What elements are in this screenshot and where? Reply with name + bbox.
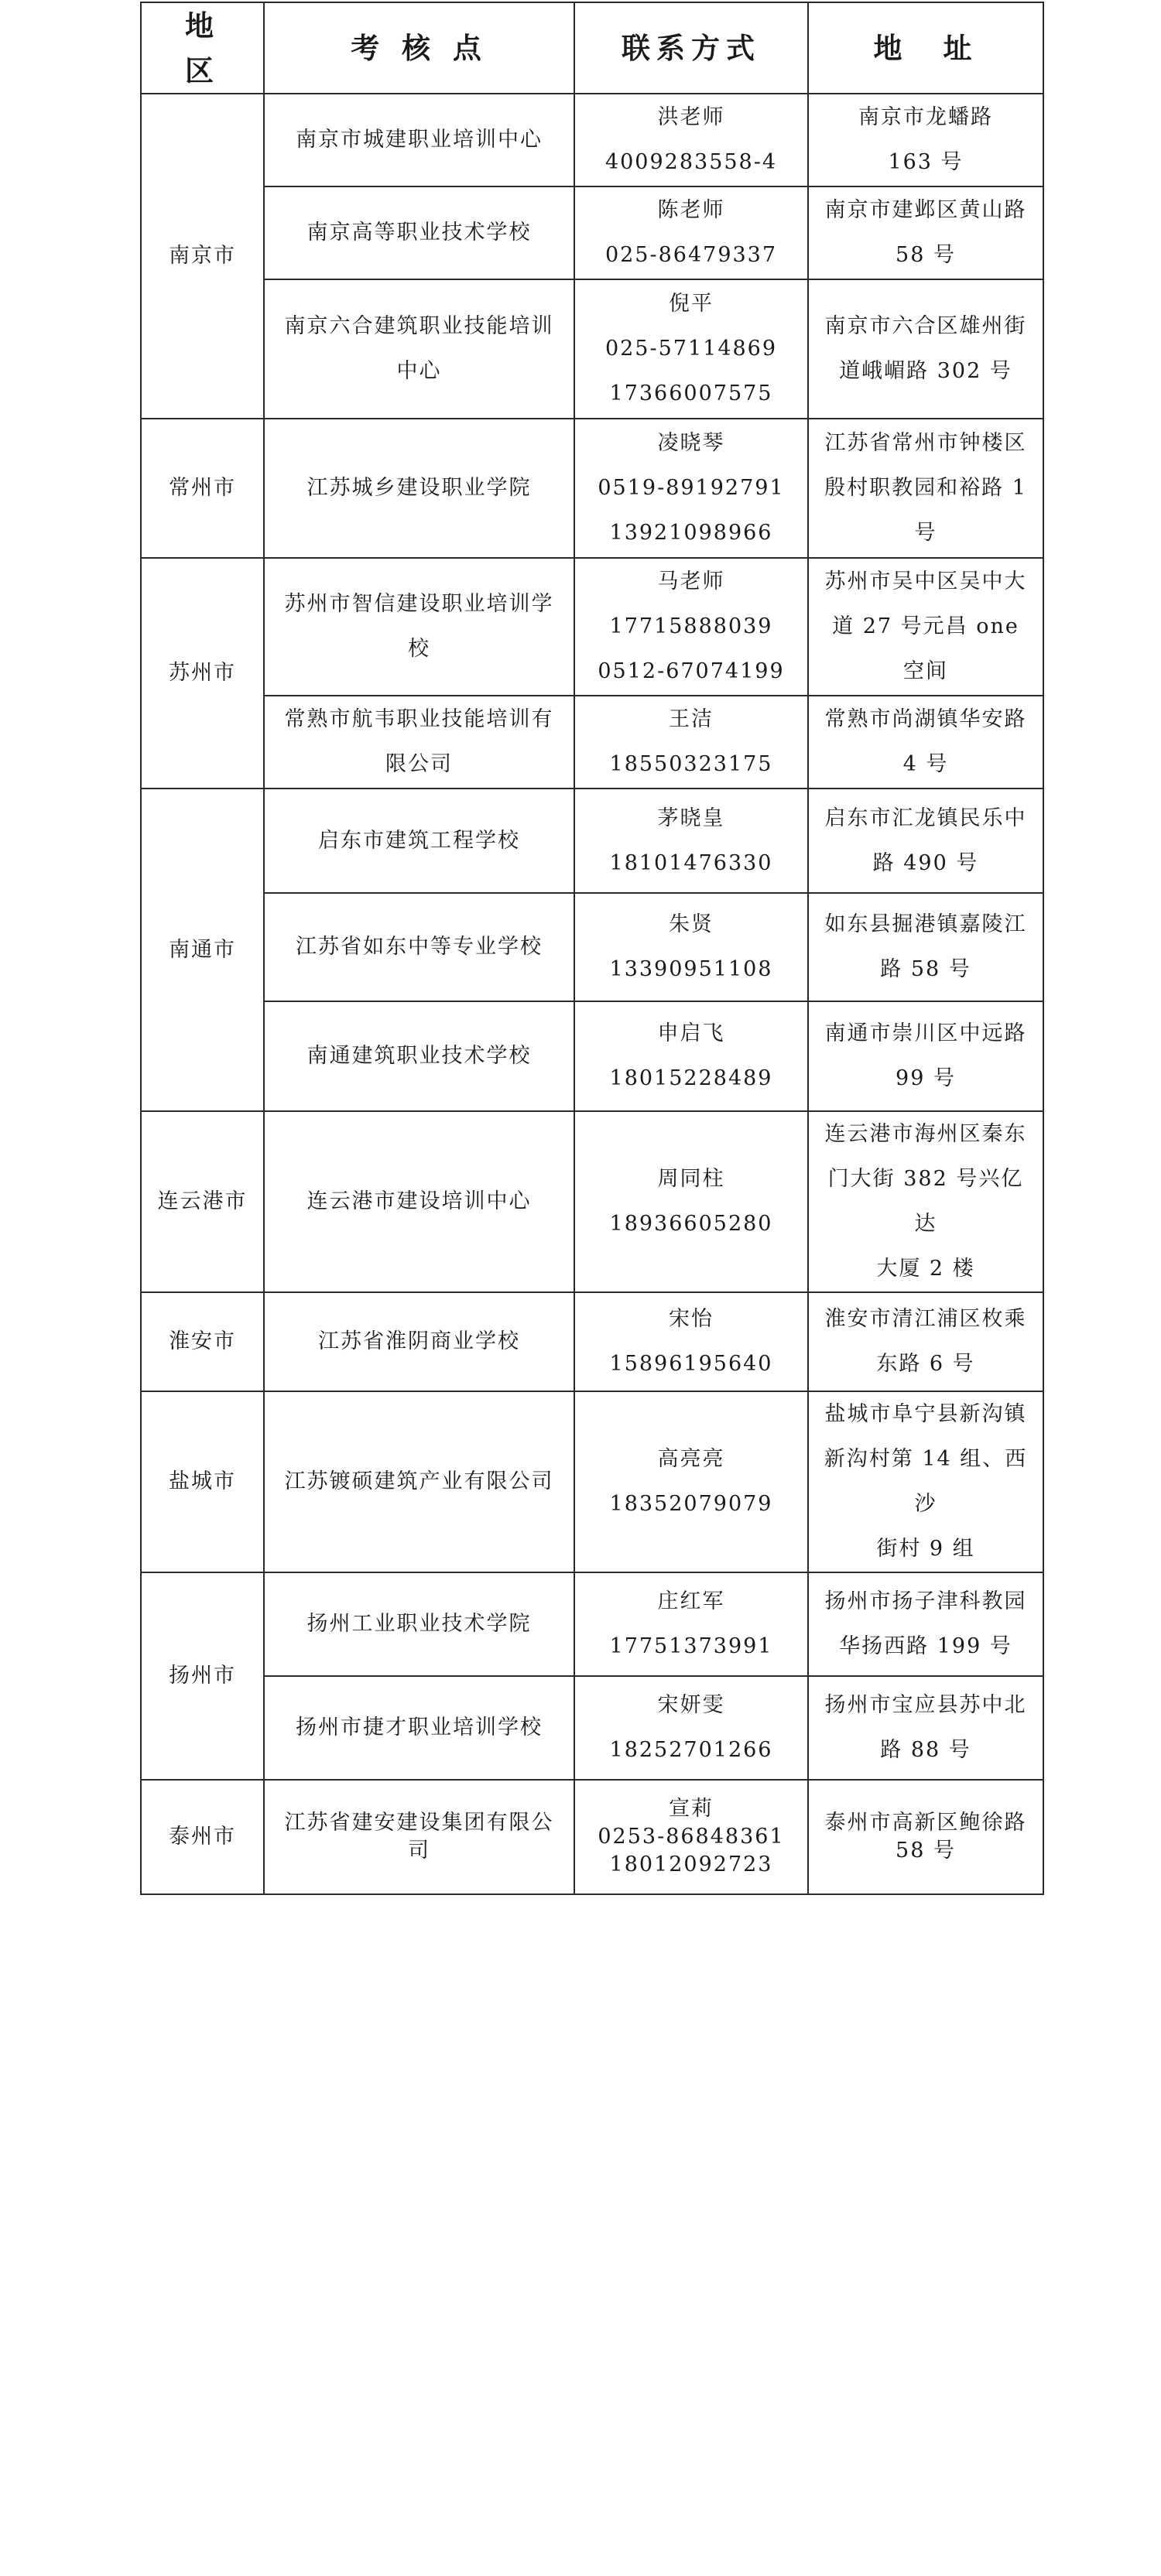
address-line: 路 490 号: [872, 850, 979, 875]
contact-name: 申启飞: [657, 1021, 725, 1045]
site-cell: 江苏城乡建设职业学院: [264, 419, 574, 558]
site-line: 江苏省建安建设集团有限公: [284, 1811, 554, 1835]
address-cell: [808, 893, 1043, 1001]
address-line: 大厦 2 楼: [876, 1257, 975, 1281]
contact-name: 王洁: [669, 707, 714, 731]
address-line: 南通市崇川区中远路: [824, 1021, 1027, 1045]
contact-name: 陈老师: [657, 198, 725, 222]
header-address: 地 址: [808, 2, 1043, 94]
site-cell: [264, 279, 574, 419]
contact-name: 倪平: [669, 292, 714, 316]
table-row: [141, 789, 1043, 893]
table-row: [141, 1780, 1043, 1894]
address-line: 淮安市清江浦区枚乘: [824, 1307, 1027, 1331]
contact-phone: 15896195640: [609, 1352, 773, 1376]
table-row: [141, 94, 1043, 186]
site-cell: 南京高等职业技术学校: [264, 186, 574, 279]
contact-phone: 13921098966: [609, 521, 773, 545]
address-cell: [808, 1780, 1043, 1894]
exam-site-table: [140, 2, 1044, 1895]
address-line: 扬州市扬子津科教园: [824, 1589, 1027, 1613]
address-line: 泰州市高新区鲍徐路: [824, 1811, 1027, 1835]
contact-cell: [574, 419, 808, 558]
contact-cell: [574, 893, 808, 1001]
header-contact: 联系方式: [574, 2, 808, 94]
contact-phone: 18936605280: [609, 1212, 773, 1236]
address-cell: [808, 279, 1043, 419]
address-line: 163 号: [888, 150, 964, 174]
contact-name: 茅晓皇: [657, 806, 725, 830]
region-cell: 扬州市: [141, 1572, 264, 1780]
contact-phone: 0519-89192791: [598, 476, 785, 500]
site-cell: [264, 696, 574, 789]
contact-phone: 18252701266: [609, 1738, 773, 1762]
table-row: [141, 558, 1043, 696]
address-line: 南京市龙蟠路: [858, 105, 993, 129]
site-cell: [264, 558, 574, 696]
contact-name: 凌晓琴: [657, 431, 725, 455]
site-cell: [264, 1780, 574, 1894]
contact-phone: 18012092723: [609, 1852, 773, 1876]
contact-phone: 18015228489: [609, 1066, 773, 1090]
contact-name: 宣莉: [669, 1797, 714, 1821]
address-line: 门大街 382 号兴亿达: [827, 1167, 1024, 1236]
header-site: 考 核 点: [264, 2, 574, 94]
table-row: [141, 1391, 1043, 1572]
contact-phone: 17366007575: [609, 381, 773, 405]
address-line: 号: [914, 521, 937, 545]
table-row: [141, 186, 1043, 279]
contact-name: 庄红军: [657, 1589, 725, 1613]
table-row: [141, 696, 1043, 789]
table-row: [141, 1111, 1043, 1292]
region-cell: 连云港市: [141, 1111, 264, 1292]
address-line: 扬州市宝应县苏中北: [824, 1693, 1027, 1717]
region-cell: 盐城市: [141, 1391, 264, 1572]
table-row: [141, 1001, 1043, 1111]
table-row: [141, 1292, 1043, 1391]
address-line: 路 58 号: [880, 957, 971, 981]
contact-cell: [574, 94, 808, 186]
address-line: 连云港市海州区秦东: [824, 1122, 1027, 1146]
region-cell: 淮安市: [141, 1292, 264, 1391]
contact-cell: [574, 1292, 808, 1391]
contact-cell: [574, 696, 808, 789]
contact-name: 洪老师: [657, 105, 725, 129]
table-row: [141, 419, 1043, 558]
site-line: 中心: [396, 359, 442, 383]
contact-cell: [574, 1676, 808, 1780]
site-line: 校: [408, 637, 430, 661]
address-line: 58 号: [896, 1839, 956, 1863]
contact-phone: 18101476330: [609, 850, 773, 875]
contact-cell: [574, 1391, 808, 1572]
contact-name: 高亮亮: [657, 1447, 725, 1471]
region-cell: 南京市: [141, 94, 264, 419]
site-cell: 连云港市建设培训中心: [264, 1111, 574, 1292]
site-cell: 南通建筑职业技术学校: [264, 1001, 574, 1111]
table-row: [141, 893, 1043, 1001]
address-line: 道峨嵋路 302 号: [839, 359, 1012, 383]
address-line: 99 号: [896, 1066, 956, 1090]
contact-phone: 13390951108: [609, 957, 773, 981]
address-line: 道 27 号元昌 one 空间: [832, 614, 1019, 683]
address-line: 南京市六合区雄州街: [824, 314, 1027, 338]
address-line: 启东市汇龙镇民乐中: [824, 806, 1027, 830]
address-cell: [808, 1292, 1043, 1391]
contact-name: 马老师: [657, 570, 725, 594]
site-cell: 启东市建筑工程学校: [264, 789, 574, 893]
contact-name: 宋怡: [669, 1307, 714, 1331]
contact-phone: 17751373991: [609, 1634, 773, 1658]
contact-phone: 025-57114869: [604, 337, 778, 361]
contact-phone: 17715888039: [609, 614, 773, 638]
contact-cell: [574, 186, 808, 279]
site-line: 司: [408, 1839, 430, 1863]
site-cell: 扬州工业职业技术学院: [264, 1572, 574, 1676]
site-line: 苏州市智信建设职业培训学: [284, 592, 554, 616]
header-region: 地 区: [141, 2, 264, 94]
address-line: 华扬西路 199 号: [839, 1634, 1012, 1658]
site-line: 限公司: [385, 752, 453, 776]
address-cell: [808, 1676, 1043, 1780]
address-cell: [808, 696, 1043, 789]
contact-phone: 025-86479337: [604, 243, 778, 267]
contact-cell: [574, 1780, 808, 1894]
contact-phone: 0512-67074199: [598, 659, 785, 683]
table-header-row: [141, 2, 1043, 94]
address-cell: [808, 1001, 1043, 1111]
site-line: 常熟市航韦职业技能培训有: [284, 707, 554, 731]
region-cell: 泰州市: [141, 1780, 264, 1894]
address-line: 路 88 号: [880, 1738, 971, 1762]
region-cell: 苏州市: [141, 558, 264, 789]
address-line: 殷村职教园和裕路 1: [824, 476, 1027, 500]
address-line: 如东县掘港镇嘉陵江: [824, 912, 1027, 936]
address-cell: [808, 419, 1043, 558]
site-cell: 扬州市捷才职业培训学校: [264, 1676, 574, 1780]
site-cell: 江苏镀硕建筑产业有限公司: [264, 1391, 574, 1572]
contact-phone: 4009283558-4: [604, 150, 778, 174]
contact-name: 朱贤: [669, 912, 714, 936]
contact-cell: [574, 1001, 808, 1111]
address-line: 盐城市阜宁县新沟镇: [824, 1402, 1027, 1426]
contact-name: 宋妍雯: [657, 1693, 725, 1717]
address-cell: [808, 1111, 1043, 1292]
address-cell: [808, 1391, 1043, 1572]
address-line: 南京市建邺区黄山路: [824, 198, 1027, 222]
address-line: 东路 6 号: [876, 1352, 975, 1376]
site-line: 南京六合建筑职业技能培训: [284, 314, 554, 338]
address-cell: [808, 94, 1043, 186]
address-cell: [808, 1572, 1043, 1676]
site-cell: 江苏省如东中等专业学校: [264, 893, 574, 1001]
contact-cell: [574, 558, 808, 696]
address-line: 江苏省常州市钟楼区: [824, 431, 1027, 455]
address-line: 新沟村第 14 组、西沙: [824, 1447, 1028, 1516]
site-cell: 江苏省淮阴商业学校: [264, 1292, 574, 1391]
address-line: 常熟市尚湖镇华安路: [824, 707, 1027, 731]
contact-cell: [574, 279, 808, 419]
table-row: [141, 1572, 1043, 1676]
contact-phone: 0253-86848361: [598, 1825, 785, 1849]
contact-phone: 18352079079: [609, 1492, 773, 1516]
address-cell: [808, 789, 1043, 893]
table-row: [141, 1676, 1043, 1780]
contact-phone: 18550323175: [609, 752, 773, 776]
address-cell: [808, 558, 1043, 696]
address-line: 街村 9 组: [876, 1537, 975, 1561]
address-cell: [808, 186, 1043, 279]
address-line: 58 号: [896, 243, 956, 267]
address-line: 4 号: [902, 752, 949, 776]
address-line: 苏州市吴中区吴中大: [824, 570, 1027, 594]
contact-cell: [574, 1111, 808, 1292]
contact-cell: [574, 789, 808, 893]
contact-name: 周同柱: [657, 1167, 725, 1191]
region-cell: 南通市: [141, 789, 264, 1111]
table-row: [141, 279, 1043, 419]
contact-cell: [574, 1572, 808, 1676]
site-cell: 南京市城建职业培训中心: [264, 94, 574, 186]
region-cell: 常州市: [141, 419, 264, 558]
